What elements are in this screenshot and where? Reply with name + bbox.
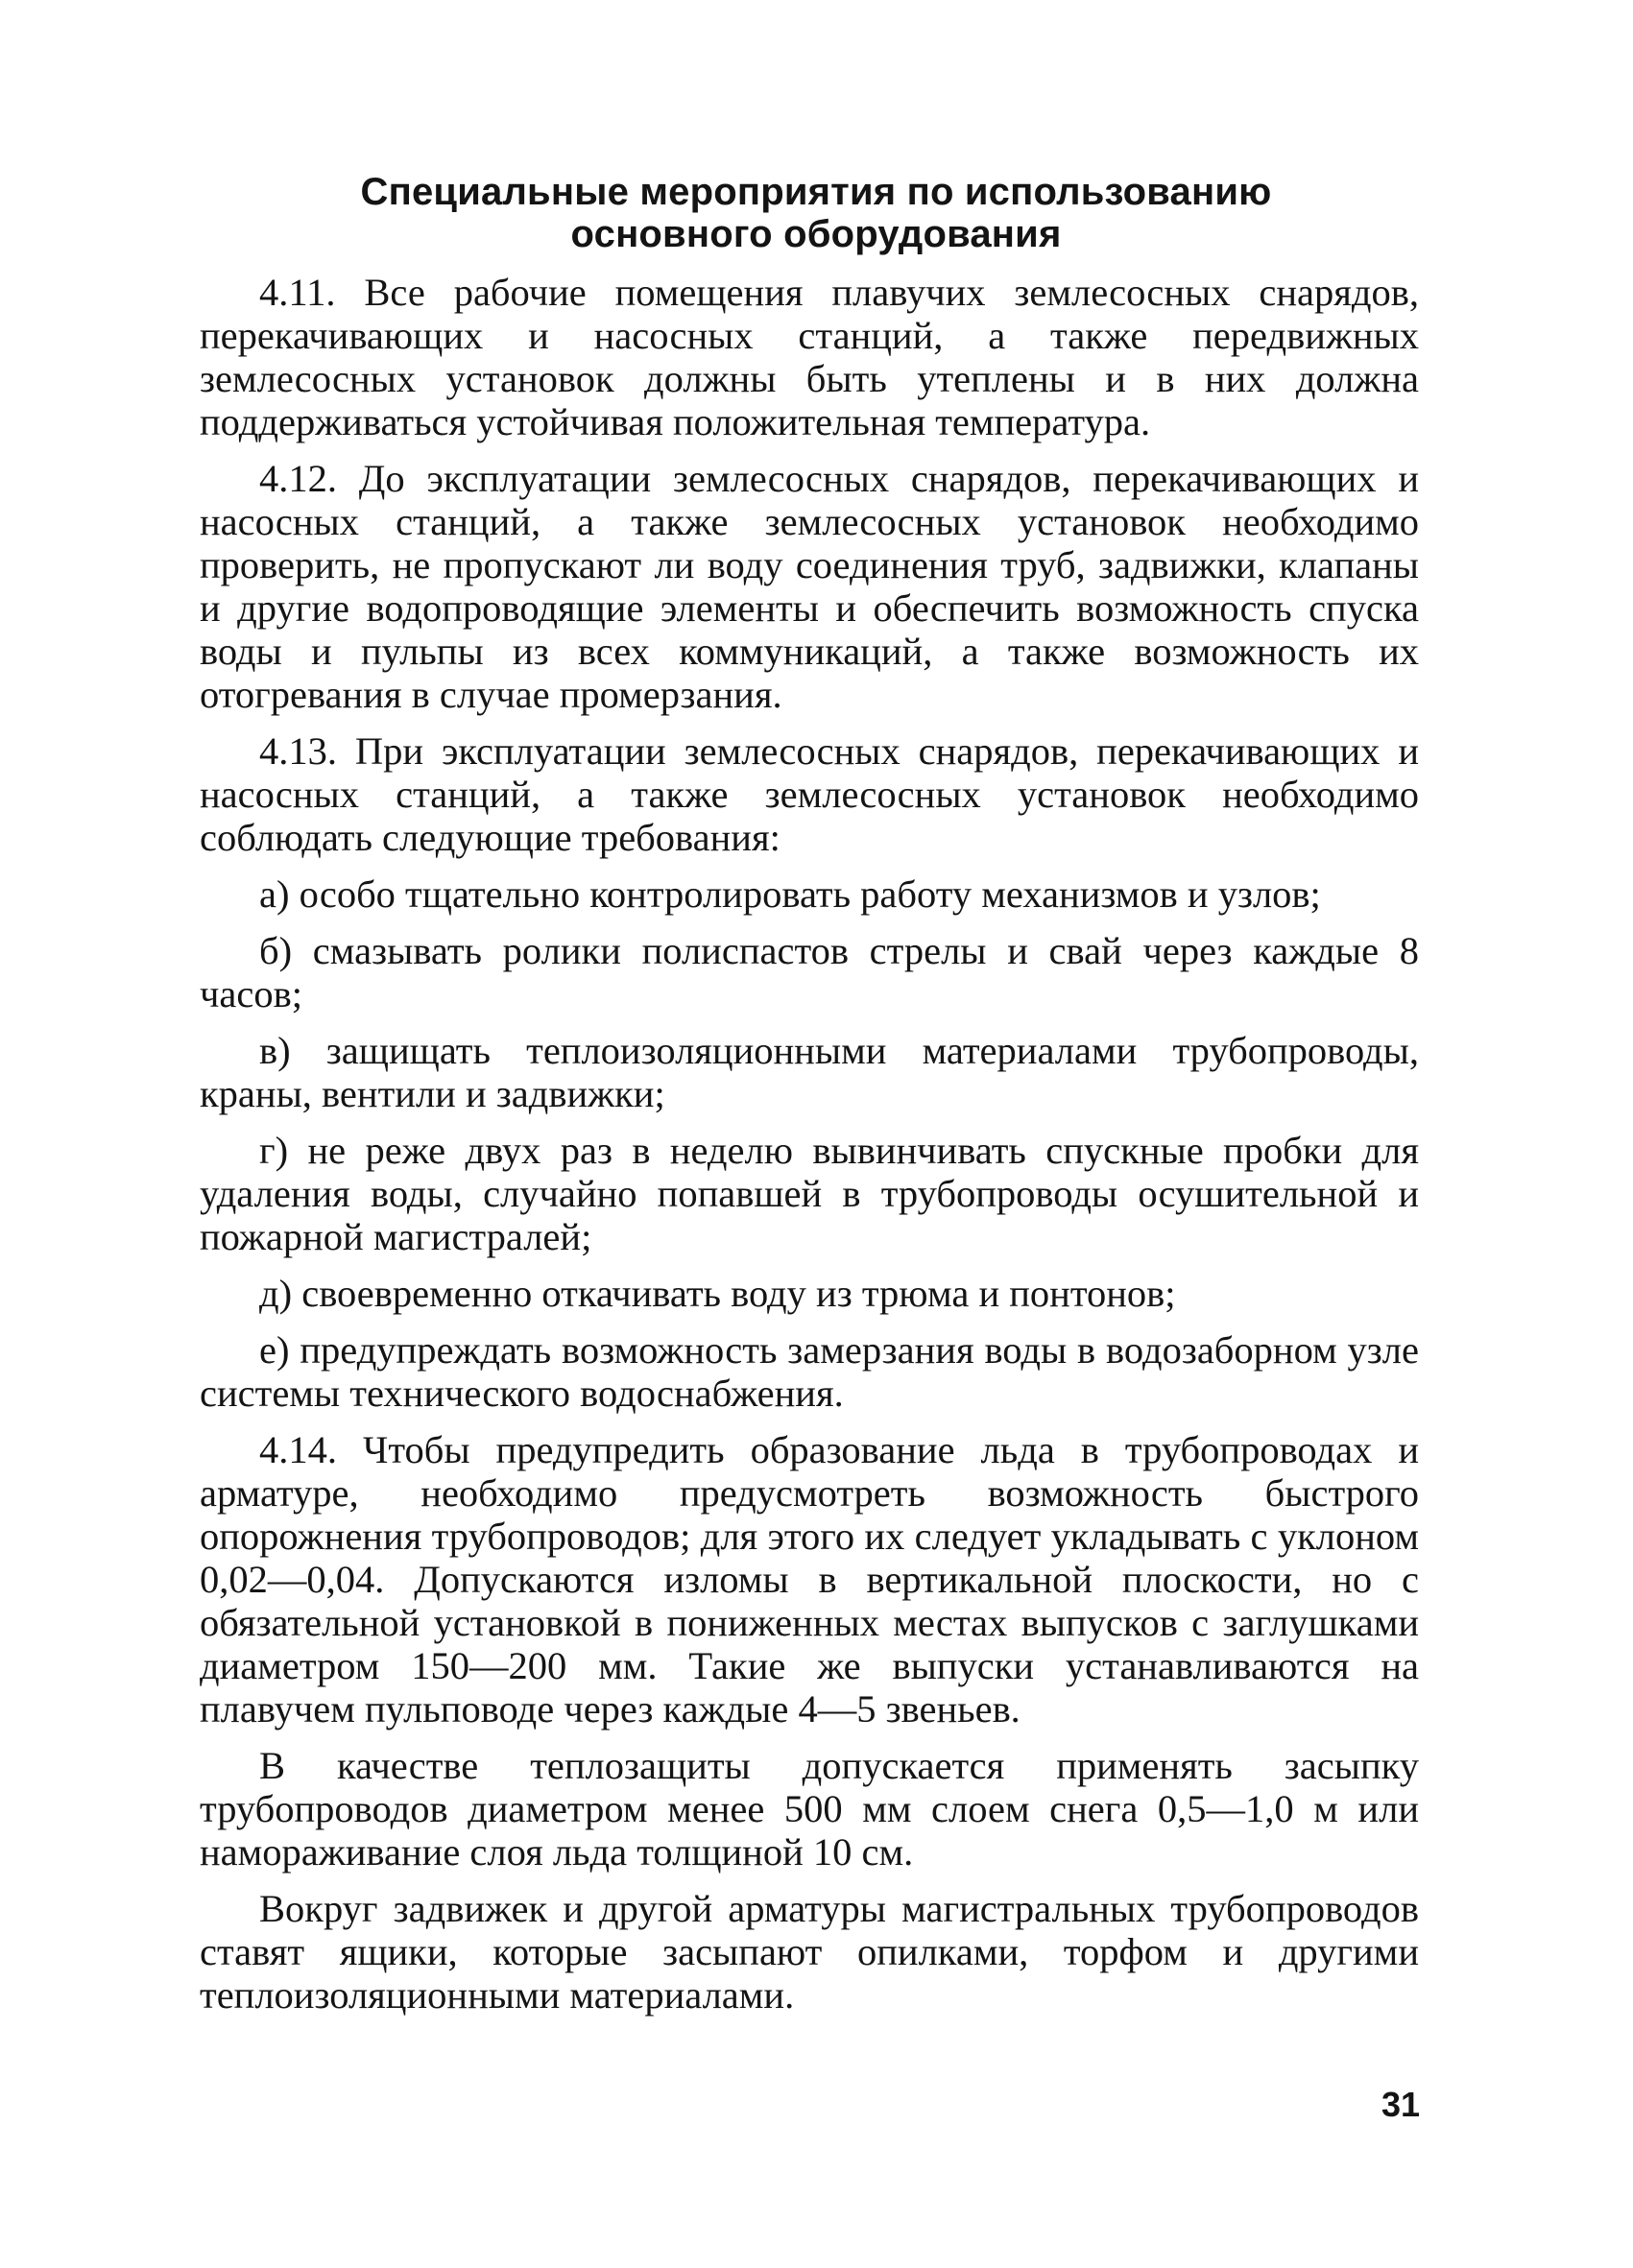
paragraph-4-11: 4.11. Все рабочие помещения плавучих землесосных снарядов, перекачивающих и насосных станций, а также передвижных землесосных установок должны быть утеплены и в них должна поддерживаться устойчивая положительная температура. bbox=[200, 271, 1419, 443]
paragraph-4-13: 4.13. При эксплуатации землесосных снарядов, перекачивающих и насосных станций, а также землесосных установок необходимо соблюдать следующие требования: bbox=[200, 729, 1419, 859]
list-item-e: е) предупреждать возможность замерзания воды в водозаборном узле системы технического водоснабжения. bbox=[200, 1328, 1419, 1415]
paragraph-thermal-protection: В качестве теплозащиты допускается применять засыпку трубопроводов диаметром менее 500 мм слоем снега 0,5—1,0 м или намораживание слоя льда толщиной 10 см. bbox=[200, 1744, 1419, 1874]
list-item-g: г) не реже двух раз в неделю вывинчивать спускные пробки для удаления воды, случайно попавшей в трубопроводы осушительной и пожарной магистралей; bbox=[200, 1129, 1419, 1258]
page-number: 31 bbox=[1381, 2085, 1420, 2124]
list-item-a: а) особо тщательно контролировать работу механизмов и узлов; bbox=[259, 872, 1321, 916]
paragraph-valve-boxes: Вокруг задвижек и другой арматуры магистральных трубопроводов ставят ящики, которые засыпают опилками, торфом и другими теплоизоляционными материалами. bbox=[200, 1887, 1419, 2017]
body-text bbox=[200, 271, 1419, 2030]
list-item-v: в) защищать теплоизоляционными материалами трубопроводы, краны, вентили и задвижки; bbox=[200, 1029, 1419, 1115]
heading-line-2: основного оборудования bbox=[570, 213, 1062, 255]
section-heading bbox=[192, 171, 1440, 255]
heading-line-1: Специальные мероприятия по использованию bbox=[360, 171, 1272, 213]
paragraph-4-12: 4.12. До эксплуатации землесосных снарядов, перекачивающих и насосных станций, а также землесосных установок необходимо проверить, не пропускают ли воду соединения труб, задвижки, клапаны и другие водопроводящие элементы и обеспечить возможность спуска воды и пульпы из всех коммуникаций, а также возможность их отогревания в случае промерзания. bbox=[200, 457, 1419, 716]
list-item-b: б) смазывать ролики полиспастов стрелы и свай через каждые 8 часов; bbox=[200, 929, 1419, 1015]
paragraph-4-14: 4.14. Чтобы предупредить образование льда в трубопроводах и арматуре, необходимо предусмотреть возможность быстрого опорожнения трубопроводов; для этого их следует укладывать с уклоном 0,02—0,04. Допускаются изломы в вертикальной плоскости, но с обязательной установкой в пониженных местах выпусков с заглушками диаметром 150—200 мм. Такие же выпуски устанавливаются на плавучем пульповоде через каждые 4—5 звеньев. bbox=[200, 1428, 1419, 1731]
list-item-d: д) своевременно откачивать воду из трюма и понтонов; bbox=[259, 1272, 1176, 1315]
